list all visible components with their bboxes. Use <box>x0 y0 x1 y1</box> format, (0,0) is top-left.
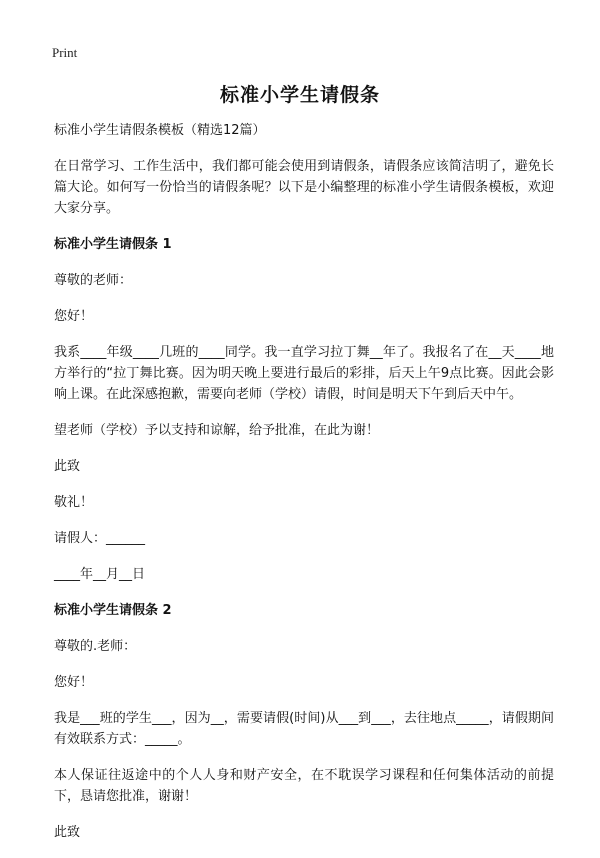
document-body <box>54 120 554 858</box>
section-1-request: 望老师（学校）予以支持和谅解，给予批准，在此为谢！ <box>54 423 380 438</box>
page-title: 标准小学生请假条 <box>219 84 380 106</box>
print-link[interactable]: Print <box>52 45 78 60</box>
section-2-body: 我是___班的学生___，因为__，需要请假(时间)从___到___，去往地点_____，请假期间有效联系方式：_____。 <box>54 711 554 747</box>
section-1-signature: 请假人：______ <box>54 531 146 546</box>
intro-paragraph: 在日常学习、工作生活中，我们都可能会使用到请假条，请假条应该简洁明了，避免长篇大论。如何写一份恰当的请假条呢？以下是小编整理的标准小学生请假条模板，欢迎大家分享。 <box>54 159 554 216</box>
section-2-salutation: 尊敬的.老师： <box>54 639 137 654</box>
section-1-salutation: 尊敬的老师： <box>54 273 133 288</box>
section-2-promise: 本人保证往返途中的个人人身和财产安全，在不耽误学习课程和任何集体活动的前提下，恳请您批准，谢谢！ <box>54 768 554 804</box>
section-1-greeting: 您好！ <box>54 309 94 324</box>
section-1-salute: 敬礼！ <box>54 495 94 510</box>
section-1-closing: 此致 <box>54 459 81 474</box>
section-1-heading: 标准小学生请假条 1 <box>54 237 172 252</box>
subtitle: 标准小学生请假条模板（精选12篇） <box>54 123 266 138</box>
section-2-greeting: 您好！ <box>54 675 94 690</box>
section-2-heading: 标准小学生请假条 2 <box>54 603 172 618</box>
section-1-date: ____年__月__日 <box>54 567 146 582</box>
section-1-body: 我系____年级____几班的____同学。我一直学习拉丁舞__年了。我报名了在__天____地方举行的“拉丁舞比赛。因为明天晚上要进行最后的彩排，后天上午9点比赛。因此会影响上课。在此深感抱歉，需要向老师（学校）请假，时间是明天下午到后天中午。 <box>54 345 554 402</box>
section-2-closing: 此致 <box>54 825 81 840</box>
